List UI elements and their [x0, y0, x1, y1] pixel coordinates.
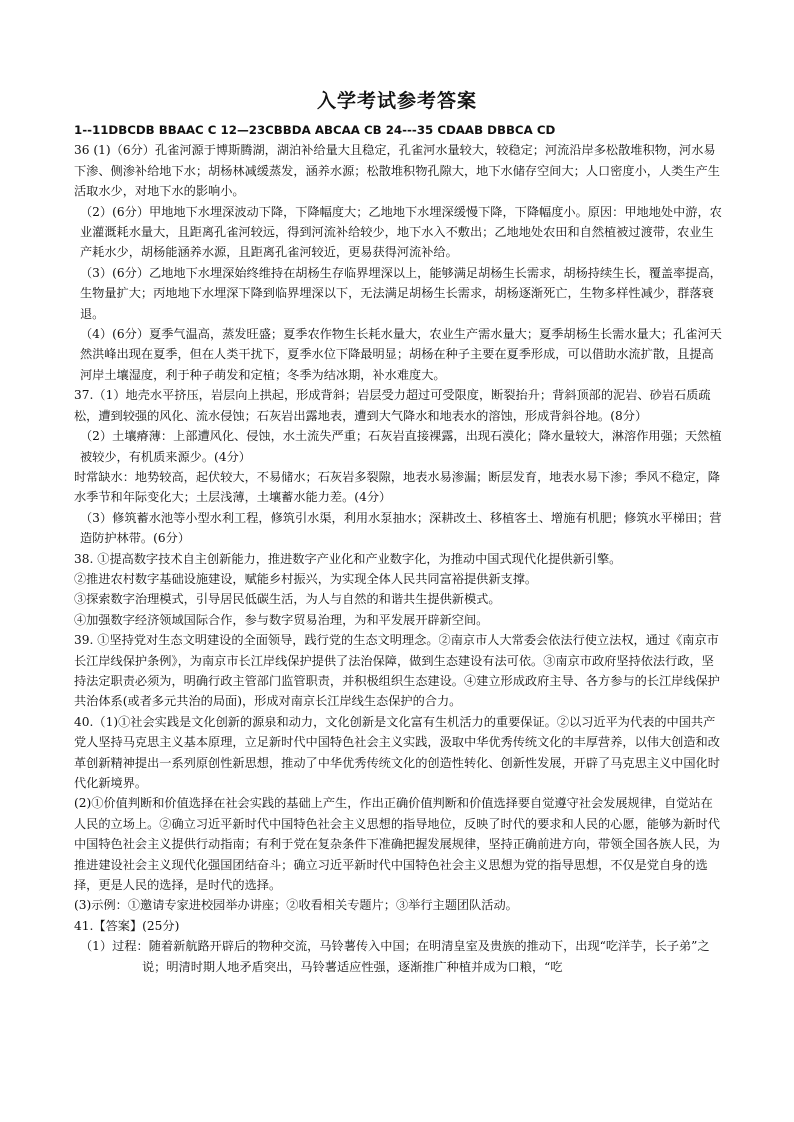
- q39-answer: 39. ①坚持党对生态文明建设的全面领导，践行党的生态文明理念。②南京市人大常委会依法行使立法权，通过《南京市长江岸线保护条例》，为南京市长江岸线保护提供了法治保障，做到生态建设有法可依。③南京市政府坚持依法行政，坚持法定职责必须为，明确行政主管部门监管职责，并积极组织生态建设。④建立形成政府主导、各方参与的长江岸线保护共治体系(或者多元共治的局面)，形成对南京长江岸线生态保护的合力。: [74, 633, 720, 709]
- q37-part2a: （2）土壤瘠薄：上部遭风化、侵蚀，水土流失严重；石灰岩直接裸露，出现石漠化；降水量较大，淋溶作用强；天然植被较少，有机质来源少。(4分）: [80, 429, 722, 464]
- q41-part1: （1）过程：随着新航路开辟后的物种交流，马铃薯传入中国；在明清皇室及贵族的推动下，出现“吃洋芋，长子弟”之说；明清时期人地矛盾突出，马铃薯适应性强，逐渐推广种植并成为口粮，“吃: [80, 939, 710, 974]
- q38-item1: 38. ①提高数字技术自主创新能力，推进数字产业化和产业数字化，为推动中国式现代化提供新引擎。: [74, 551, 622, 566]
- q38-item2: ②推进农村数字基础设施建设，赋能乡村振兴，为实现全体人民共同富裕提供新支撑。: [74, 571, 538, 586]
- q40-part3: (3)示例：①邀请专家进校园举办讲座；②收看相关专题片；③举行主题团队活动。: [74, 898, 518, 913]
- q36-part1: 36 (1)（6分）孔雀河源于博斯腾湖，湖泊补给量大且稳定，孔雀河水量较大，较稳定；河流沿岸多松散堆积物，河水易下渗、侧渗补给地下水；胡杨林减缓蒸发，涵养水源；松散堆积物孔隙大，地下水储存空间大；人口密度小，人类生产生活取水少，对地下水的影响小。: [74, 143, 720, 199]
- page-title: 入学考试参考答案: [316, 90, 477, 112]
- q40-part2: (2)①价值判断和价值选择在社会实践的基础上产生，作出正确价值判断和价值选择要自觉遵守社会发展规律，自觉站在人民的立场上。②确立习近平新时代中国特色社会主义思想的指导地位，反映了时代的要求和人民的心愿，能够为新时代中国特色社会主义提供行动指南；有利于党在复杂条件下准确把握发展规律，坚持正确前进方向，带领全国各族人民，为推进建设社会主义现代化强国团结奋斗；确立习近平新时代中国特色社会主义思想为党的指导思想，不仅是党自身的选择，更是人民的选择，是时代的选择。: [74, 796, 720, 893]
- answer-body: [74, 120, 722, 977]
- q38-item4: ④加强数字经济领域国际合作，参与数字贸易治理，为和平发展开辟新空间。: [74, 612, 489, 627]
- q36-part4: （4）(6分）夏季气温高，蒸发旺盛；夏季农作物生长耗水量大，农业生产需水量大；夏季胡杨生长需水量大；孔雀河天然洪峰出现在夏季，但在人类干扰下，夏季水位下降最明显；胡杨在种子主要在夏季形成，可以借助水流扩散，且提高河岸土壤湿度，利于种子萌发和定植；冬季为结冰期，补水难度大。: [80, 327, 722, 382]
- multiple-choice-answers: 1--11DBCDB BBAAC C 12—23CBBDA ABCAA CB 24---35 CDAAB DBBCA CD: [74, 123, 556, 137]
- q36-part2: （2）(6分）甲地地下水埋深波动下降，下降幅度大；乙地地下水埋深缓慢下降，下降幅度小。原因：甲地地处中游，农业灌溉耗水量大，且距离孔雀河较远，得到河流补给较少，地下水入不敷出；乙地地处农田和自然植被过渡带，农业生产耗水少，胡杨能涵养水源，且距离孔雀河较近，更易获得河流补给。: [80, 204, 722, 260]
- q38-item3: ③探索数字治理模式，引导居民低碳生活，为人与自然的和谐共生提供新模式。: [74, 592, 501, 607]
- q37-part1: 37.（1）地壳水平挤压，岩层向上拱起，形成背斜；岩层受力超过可受限度，断裂抬升；背斜顶部的泥岩、砂岩石质疏松，遭到较强的风化、流水侵蚀；石灰岩出露地表，遭到大气降水和地表水的溶蚀，形成背斜谷地。(8分）: [74, 388, 711, 423]
- q37-part3: （3）修筑蓄水池等小型水利工程，修筑引水渠，利用水泵抽水；深耕改土、移植客土、增施有机肥；修筑水平梯田；营造防护林带。(6分）: [80, 510, 722, 546]
- q41-header: 41.【答案】(25分): [74, 918, 180, 933]
- q37-part2b: 时常缺水：地势较高，起伏较大，不易储水；石灰岩多裂隙，地表水易渗漏；断层发育，地表水易下渗；季风不稳定，降水季节和年际变化大；土层浅薄，土壤蓄水能力差。(4分）: [74, 469, 720, 505]
- q36-part3: （3）(6分）乙地地下水埋深始终维持在胡杨生存临界埋深以上，能够满足胡杨生长需求，胡杨持续生长，覆盖率提高，生物量扩大；丙地地下水埋深下降到临界埋深以下，无法满足胡杨生长需求，胡杨逐渐死亡，生物多样性减少，群落衰退。: [80, 265, 722, 321]
- q40-part1: 40.（1)①社会实践是文化创新的源泉和动力，文化创新是文化富有生机活力的重要保证。②以习近平为代表的中国共产党人坚持马克思主义基本原理，立足新时代中国特色社会主义实践，汲取中华优秀传统文化的丰厚营养，以伟大创造和改革创新精神提出一系列原创性新思想，推动了中华优秀传统文化的创造性转化、创新性发展，开辟了马克思主义中国化时代化新境界。: [74, 714, 720, 790]
